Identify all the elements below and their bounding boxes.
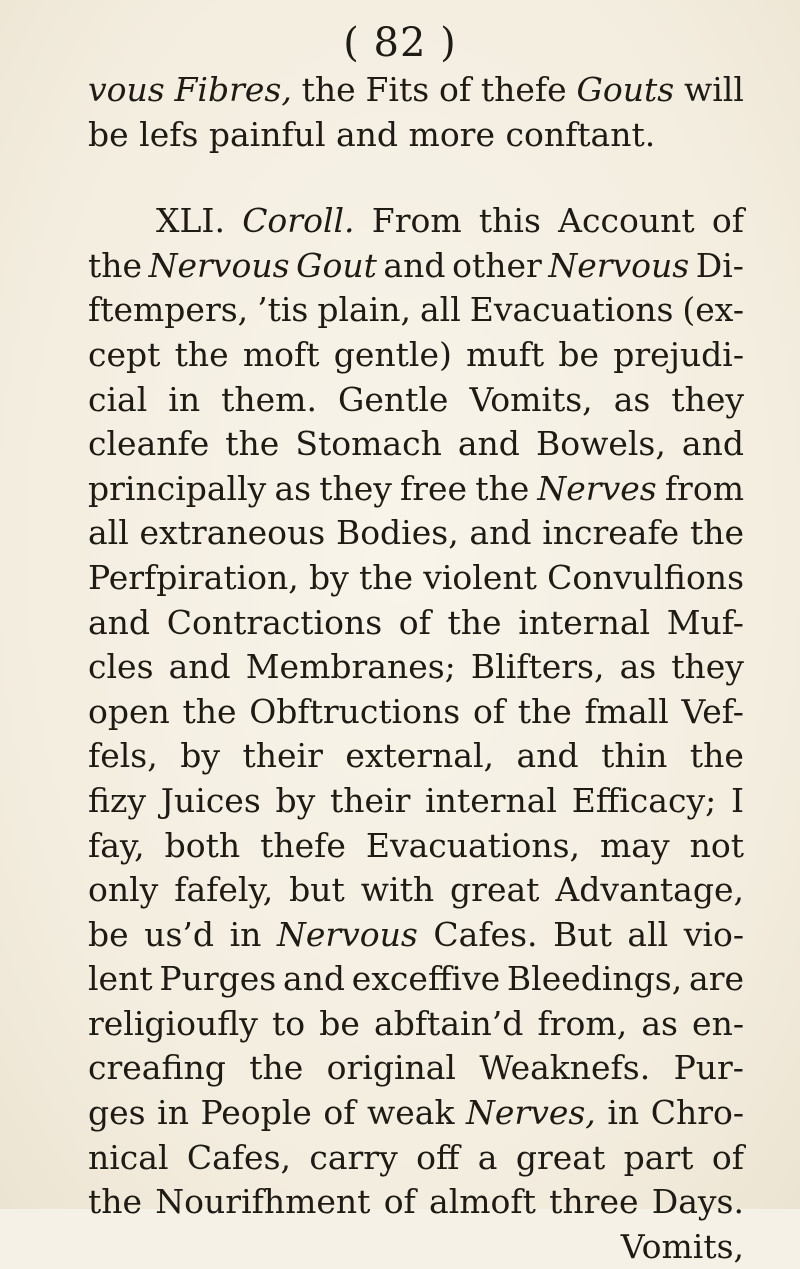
text-line	[88, 378, 744, 423]
word: Efficacy;	[571, 780, 717, 820]
text-fragment: and	[383, 245, 446, 285]
word	[651, 1091, 744, 1136]
word: thefe	[260, 825, 346, 865]
word: the	[689, 513, 744, 553]
word: of	[472, 691, 506, 731]
word: Pur-	[673, 1048, 744, 1088]
italic-fragment: vous	[88, 70, 165, 109]
word: en-	[692, 1003, 744, 1043]
text-fragment: all	[627, 914, 669, 954]
text-fragment: the	[88, 245, 143, 285]
word	[684, 913, 744, 958]
text-fragment: free	[400, 468, 468, 508]
word	[156, 199, 225, 244]
word: Convulfions	[547, 557, 744, 597]
word	[88, 68, 165, 113]
word: the	[249, 1048, 304, 1088]
word: Vef-	[681, 691, 744, 731]
word	[607, 1091, 639, 1136]
text-fragment: People	[200, 1093, 312, 1133]
word: violent	[423, 557, 537, 597]
word: the	[182, 691, 237, 731]
word: ’tis	[257, 290, 309, 330]
word: Evacuations	[469, 290, 674, 330]
word	[548, 244, 689, 289]
word	[88, 913, 129, 958]
word: from,	[537, 1003, 628, 1043]
word: increafe	[542, 513, 680, 553]
word	[319, 467, 392, 512]
text-fragment: they	[319, 468, 392, 508]
word: as	[619, 647, 657, 687]
word	[475, 467, 529, 512]
word: fay,	[88, 825, 145, 865]
word	[439, 68, 471, 113]
text-line	[88, 1180, 744, 1225]
text-line	[88, 868, 744, 913]
word: of	[383, 1182, 416, 1222]
text-line	[88, 556, 744, 601]
italic-fragment: Gout	[296, 245, 377, 285]
word: to	[272, 1003, 306, 1043]
word	[627, 913, 668, 958]
word: creafing	[88, 1048, 226, 1088]
word: with	[360, 870, 435, 910]
word	[366, 68, 430, 113]
body-text	[88, 68, 744, 1269]
word: of	[711, 1137, 744, 1177]
word: fizy	[88, 780, 147, 820]
word: by	[275, 780, 316, 820]
text-line	[88, 288, 744, 333]
text-fragment: principally	[88, 468, 267, 508]
text-line	[88, 511, 744, 556]
text-line	[88, 1046, 744, 1091]
word: Weaknefs.	[479, 1048, 651, 1088]
word: three	[549, 1182, 639, 1222]
word	[157, 1091, 189, 1136]
word: the	[225, 424, 280, 464]
text-line	[88, 734, 744, 779]
word: Muf-	[666, 602, 744, 642]
word: they	[671, 379, 744, 419]
word	[88, 244, 142, 289]
word	[274, 467, 311, 512]
word	[88, 467, 266, 512]
word: off	[416, 1137, 460, 1177]
text-line	[88, 199, 744, 244]
word: almoft	[429, 1182, 536, 1222]
word: Bleedings,	[506, 959, 683, 999]
word	[558, 199, 694, 244]
text-fragment: us’d	[144, 914, 215, 954]
word	[665, 467, 744, 512]
word: gentle)	[333, 334, 452, 374]
text-fragment: weak	[367, 1093, 455, 1133]
text-line	[88, 244, 744, 289]
italic-fragment: Nervous	[276, 914, 418, 954]
word: exceffive	[351, 959, 501, 999]
word: moft	[242, 334, 320, 374]
word: the	[447, 602, 502, 642]
word: Vomits,	[469, 379, 593, 419]
word: and	[469, 513, 532, 553]
word: fafely,	[174, 870, 274, 910]
word	[175, 68, 292, 113]
word: fmall	[584, 691, 669, 731]
word: their	[330, 780, 411, 820]
text-fragment: be	[88, 914, 129, 954]
word	[433, 913, 537, 958]
word	[367, 1091, 454, 1136]
word: great	[515, 1137, 606, 1177]
text-line	[88, 422, 744, 467]
word: I	[730, 780, 744, 820]
word: the	[689, 736, 744, 776]
word: as	[641, 1003, 678, 1043]
word: Days.	[651, 1182, 744, 1222]
italic-fragment: Nervous	[548, 245, 690, 285]
word: them.	[221, 379, 317, 419]
word: cept	[88, 334, 161, 374]
word: open	[88, 691, 170, 731]
word: and	[168, 647, 231, 687]
text-fragment: ges	[88, 1093, 146, 1133]
word: lent	[88, 959, 153, 999]
word: may	[600, 825, 670, 865]
word: and	[457, 424, 520, 464]
word	[452, 244, 542, 289]
word: Contractions	[166, 602, 383, 642]
word: great	[450, 870, 540, 910]
word: muft	[466, 334, 545, 374]
italic-fragment: Nervous	[148, 245, 290, 285]
word: internal	[425, 780, 557, 820]
word	[553, 913, 612, 958]
text-line	[88, 645, 744, 690]
italic-fragment: Fibres,	[174, 70, 292, 109]
text-line	[88, 690, 744, 735]
word: cial	[88, 379, 148, 419]
word: Cafes,	[186, 1137, 291, 1177]
text-fragment: in	[607, 1093, 640, 1133]
word: thin	[601, 736, 668, 776]
word	[302, 68, 356, 113]
text-line: be lefs painful and more conftant.	[88, 114, 656, 154]
word: all	[88, 513, 129, 553]
word: cleanfe	[88, 424, 210, 464]
word: ftempers,	[88, 290, 249, 330]
text-line	[88, 601, 744, 646]
text-line	[88, 1136, 744, 1181]
word: internal	[518, 602, 651, 642]
word: fels,	[88, 736, 158, 776]
word: a	[477, 1137, 498, 1177]
word: religioufly	[88, 1003, 258, 1043]
text-fragment: Di-	[695, 245, 744, 285]
text-fragment: will	[683, 70, 744, 109]
word	[466, 1091, 596, 1136]
text-fragment: in	[229, 914, 262, 954]
word	[88, 1091, 146, 1136]
word	[149, 244, 290, 289]
text-line	[88, 467, 744, 512]
word	[242, 199, 354, 244]
word: nical	[88, 1137, 169, 1177]
word: Juices	[160, 780, 261, 820]
word	[481, 68, 567, 113]
italic-fragment: Coroll.	[242, 201, 355, 241]
text-line	[88, 1002, 744, 1047]
text-fragment: the	[301, 70, 356, 109]
word: extraneous	[139, 513, 326, 553]
text-fragment: Account	[558, 201, 695, 241]
text-fragment: Cafes.	[433, 914, 538, 954]
word: and	[282, 959, 346, 999]
text-line	[88, 68, 744, 113]
word: by	[309, 557, 349, 597]
text-fragment: Chro-	[650, 1093, 744, 1133]
text-line	[88, 913, 744, 958]
text-fragment: as	[274, 468, 312, 508]
word: Advantage,	[555, 870, 744, 910]
word: and	[516, 736, 579, 776]
text-fragment: Fits	[365, 70, 430, 109]
word: Gentle	[337, 379, 449, 419]
page-number: ( 82 )	[343, 20, 457, 66]
text-fragment: other	[452, 245, 542, 285]
word: as	[613, 379, 651, 419]
word	[144, 913, 214, 958]
word	[400, 467, 467, 512]
text-fragment: in	[157, 1093, 189, 1133]
text-line	[88, 1091, 744, 1136]
word	[576, 68, 674, 113]
text-fragment: XLI.	[156, 201, 225, 241]
word: part	[623, 1137, 694, 1177]
word	[696, 244, 744, 289]
word: both	[164, 825, 241, 865]
word: abftain’d	[374, 1003, 524, 1043]
word: the	[517, 691, 572, 731]
word: only	[88, 870, 159, 910]
text-fragment: of	[438, 70, 472, 109]
text-line	[88, 824, 744, 869]
word: and	[88, 602, 151, 642]
word	[372, 199, 462, 244]
word: are	[689, 959, 744, 999]
text-fragment: this	[478, 201, 541, 241]
text-fragment: thefe	[480, 70, 567, 109]
word: Bowels,	[535, 424, 666, 464]
word: of	[398, 602, 431, 642]
word	[230, 913, 262, 958]
word: they	[671, 647, 744, 687]
word: not	[689, 825, 744, 865]
word: by	[180, 736, 220, 776]
text-line	[88, 957, 744, 1002]
word: the	[174, 334, 229, 374]
word	[712, 199, 744, 244]
word: original	[326, 1048, 456, 1088]
word: in	[168, 379, 201, 419]
word: Blifters,	[470, 647, 605, 687]
text-fragment: of	[323, 1093, 356, 1133]
text-fragment: of	[711, 201, 744, 241]
word: (ex-	[682, 290, 744, 330]
word: prejudi-	[613, 334, 744, 374]
word: Perfpiration,	[88, 557, 299, 597]
text-line	[88, 333, 744, 378]
word: and	[681, 424, 744, 464]
italic-fragment: Nerves,	[466, 1093, 596, 1133]
word: but	[289, 870, 345, 910]
word: Bodies,	[335, 513, 459, 553]
word: carry	[309, 1137, 398, 1177]
word: be	[558, 334, 600, 374]
text-line	[88, 779, 744, 824]
word: Stomach	[295, 424, 442, 464]
catchword: Vomits,	[620, 1226, 744, 1266]
word: Nourifhment	[155, 1182, 371, 1222]
word	[479, 199, 541, 244]
word	[383, 244, 445, 289]
text-fragment: from	[664, 468, 744, 508]
italic-fragment: Gouts	[576, 70, 675, 109]
word	[684, 68, 744, 113]
text-fragment: But	[553, 914, 612, 954]
text-fragment: From	[371, 201, 462, 241]
word: all	[419, 290, 461, 330]
word: cles	[88, 647, 154, 687]
word	[201, 1091, 312, 1136]
word: their	[242, 736, 323, 776]
text-fragment: vio-	[683, 914, 744, 954]
text-fragment: the	[475, 468, 530, 508]
word: Purges	[159, 959, 277, 999]
word: Membranes;	[245, 647, 456, 687]
word	[537, 467, 656, 512]
word: the	[358, 557, 414, 597]
word: Obftructions	[249, 691, 461, 731]
word: external,	[345, 736, 495, 776]
word: be	[319, 1003, 360, 1043]
word	[323, 1091, 355, 1136]
word: the	[88, 1182, 143, 1222]
word	[277, 913, 418, 958]
word: Evacuations,	[365, 825, 581, 865]
italic-fragment: Nerves	[537, 468, 657, 508]
word: plain,	[317, 290, 411, 330]
word	[296, 244, 377, 289]
